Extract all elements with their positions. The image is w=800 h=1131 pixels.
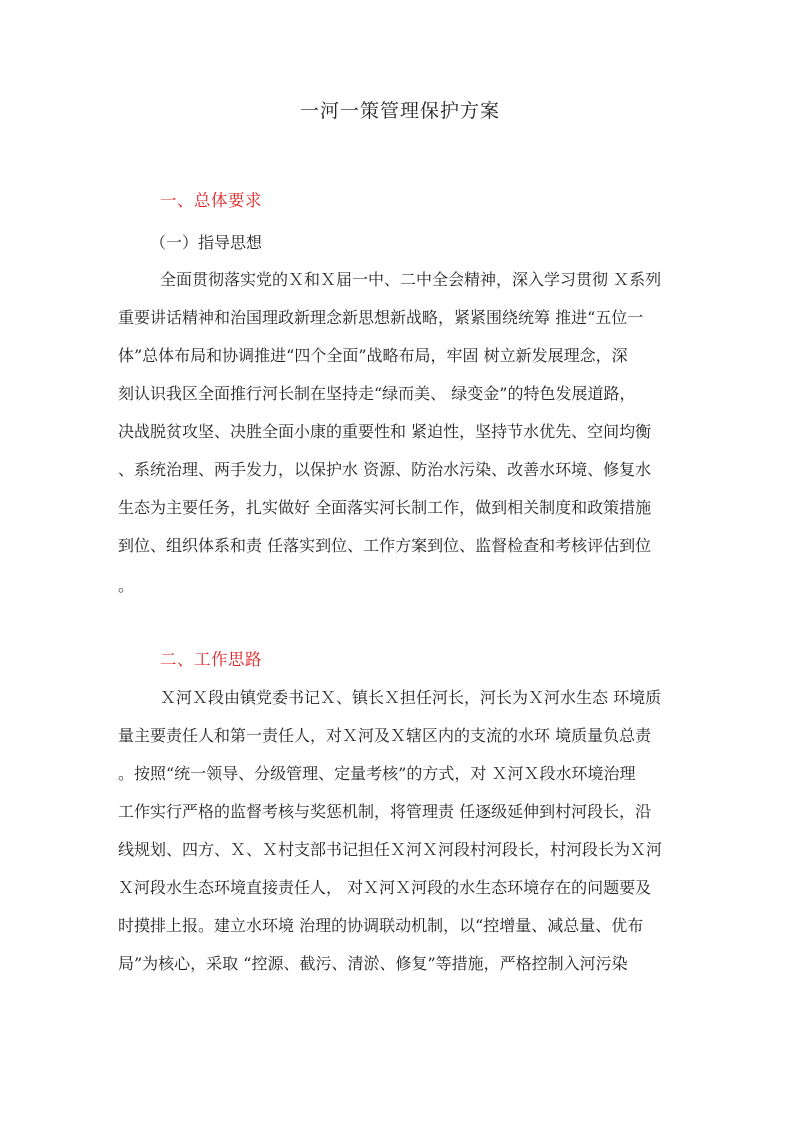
paragraph-line: 工作实行严格的监督考核与奖惩机制，将管理责 任逐级延伸到村河段长，沿 xyxy=(118,802,652,821)
paragraph-line: 生态为主要任务，扎实做好 全面落实河长制工作，做到相关制度和政策措施 xyxy=(118,498,652,517)
paragraph-line: 决战脱贫攻坚、决胜全面小康的重要性和 紧迫性，坚持节水优先、空间均衡 xyxy=(118,422,652,441)
paragraph-line: 体”总体布局和协调推进“四个全面”战略布局，牢固 树立新发展理念，深 xyxy=(118,346,628,365)
paragraph-line: 、系统治理、两手发力，以保护水 资源、防治水污染、改善水环境、修复水 xyxy=(118,460,652,479)
paragraph-line: 局”为核心，采取 “控源、截污、清淤、修复”等措施，严格控制入河污染 xyxy=(118,954,628,973)
section-heading-general-requirements: 一、总体要求 xyxy=(160,191,262,210)
paragraph-line: 到位、组织体系和责 任落实到位、工作方案到位、监督检查和考核评估到位 xyxy=(118,536,652,555)
paragraph-line: 线规划、四方、Ｘ、Ｘ村支部书记担任Ｘ河Ｘ河段村河段长，村河段长为Ｘ河 xyxy=(118,840,663,859)
paragraph-line: 。 xyxy=(118,576,135,595)
document-title: 一河一策管理保护方案 xyxy=(299,100,500,122)
paragraph-line: 重要讲话精神和治国理政新理念新思想新战略，紧紧围绕统筹 推进“五位一 xyxy=(118,308,644,327)
paragraph-line: 。按照“统一领导、分级管理、定量考核”的方式，对 Ｘ河Ｘ段水环境治理 xyxy=(118,764,636,783)
paragraph-line: Ｘ河段水生态环境直接责任人， 对Ｘ河Ｘ河段的水生态环境存在的问题要及 xyxy=(118,878,652,897)
paragraph-line: 全面贯彻落实党的Ｘ和Ｘ届一中、二中全会精神，深入学习贯彻 Ｘ系列 xyxy=(160,270,662,289)
paragraph-line: Ｘ河Ｘ段由镇党委书记Ｘ、镇长Ｘ担任河长，河长为Ｘ河水生态 环境质 xyxy=(160,688,662,707)
subsection-heading-guiding-ideology: （一）指导思想 xyxy=(150,233,263,252)
paragraph-line: 刻认识我区全面推行河长制在坚持走“绿而美、 绿变金”的特色发展道路， xyxy=(118,384,636,403)
paragraph-line: 时摸排上报。建立水环境 治理的协调联动机制，以“控增量、减总量、优布 xyxy=(118,916,644,935)
paragraph-line: 量主要责任人和第一责任人，对Ｘ河及Ｘ辖区内的支流的水环 境质量负总责 xyxy=(118,726,652,745)
section-heading-work-approach: 二、工作思路 xyxy=(160,650,262,669)
